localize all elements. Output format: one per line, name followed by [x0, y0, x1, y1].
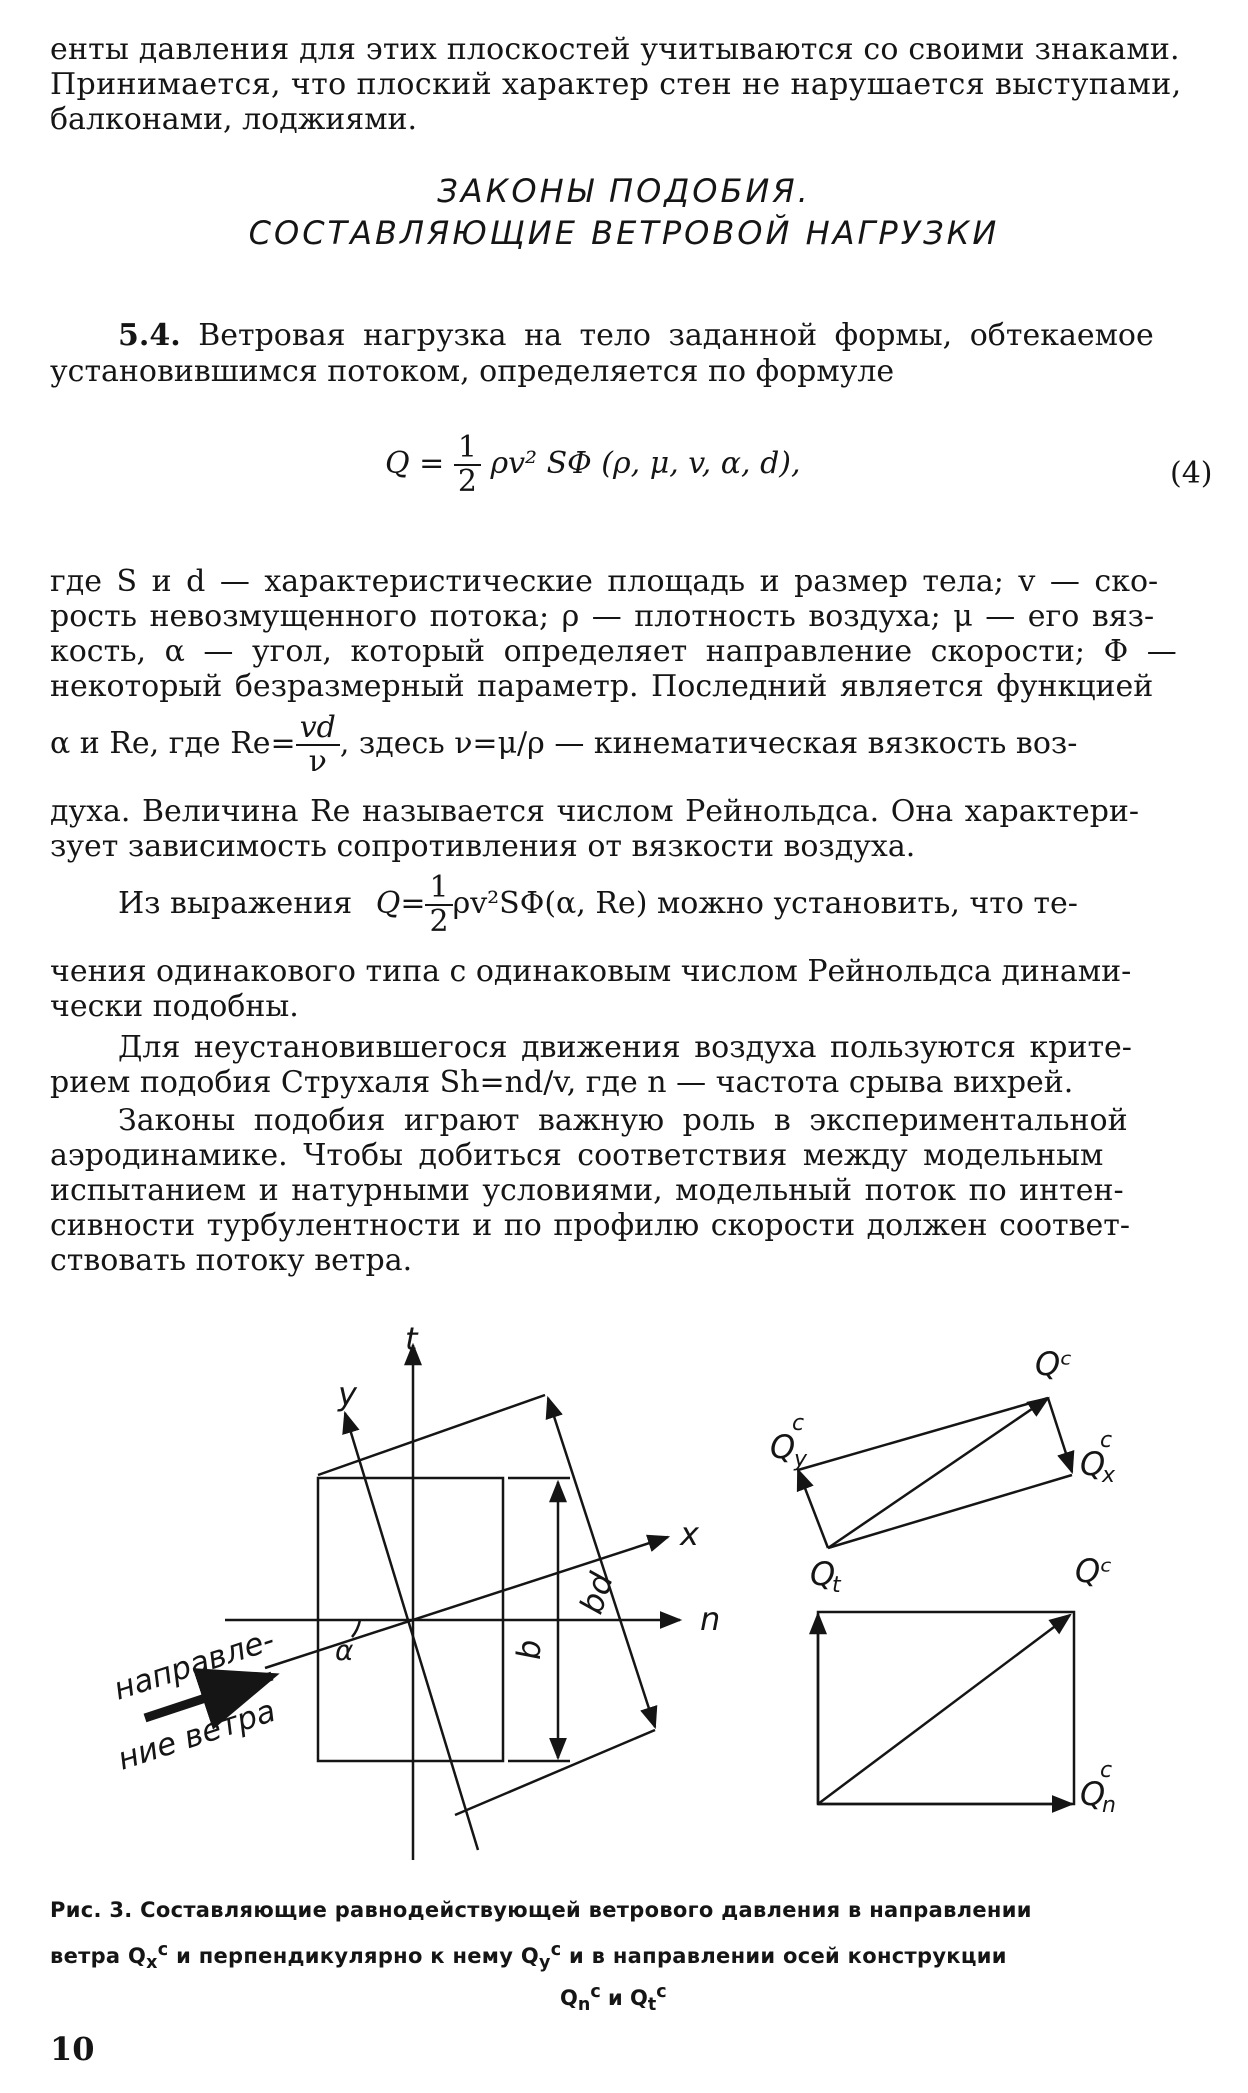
caption-qyc-sub: y	[539, 1953, 551, 1974]
intro-line-2: Принимается, что плоский характер стен не нарушается выступами,	[50, 67, 1182, 102]
section-5-4-line-1	[118, 318, 1154, 353]
similarity-line-5: ствовать потоку ветра.	[50, 1243, 413, 1278]
section-heading-line-1: ЗАКОНЫ ПОДОБИЯ.	[437, 172, 811, 210]
label-qyc: Q	[770, 1428, 796, 1466]
label-qyc-sup: c	[792, 1411, 805, 1436]
intro-line-3: балконами, лоджиями.	[50, 102, 418, 137]
label-qxc-sup: c	[1100, 1428, 1113, 1453]
similarity-line-1: Законы подобия играют важную роль в экспериментальной	[118, 1103, 1128, 1138]
re-prefix: α и Re, где Re=	[50, 726, 296, 761]
expression-line-1	[118, 872, 1078, 938]
section-5-4-line-2: установившимся потоком, определяется по формуле	[50, 354, 895, 389]
re-denominator: ν	[308, 744, 327, 779]
definitions-line-5	[50, 712, 1077, 778]
expression-numerator: 1	[425, 872, 452, 906]
bd-dimension-line	[548, 1398, 655, 1727]
definitions-line-4: некоторый безразмерный параметр. Последний является функцией	[50, 669, 1154, 704]
label-n: n	[700, 1600, 721, 1638]
expression-prefix: Из выражения	[118, 886, 353, 921]
formula-4-rhs: ρv² SΦ (ρ, μ, v, α, d),	[490, 446, 801, 481]
definitions-line-3: кость, α — угол, который определяет направление скорости; Φ —	[50, 634, 1177, 669]
wind-label-2: ние ветра	[113, 1692, 280, 1778]
label-qnc: Q	[1080, 1775, 1106, 1813]
re-numerator: vd	[296, 712, 340, 746]
caption-ref-qxc: ветра Q	[50, 1944, 147, 1968]
expression-rest: ρv²SΦ(α, Re) можно установить, что те-	[452, 886, 1078, 921]
label-bd: bd	[572, 1568, 621, 1619]
definitions-line-7: зует зависимость сопротивления от вязкости воздуха.	[50, 829, 916, 864]
label-qnc-sub: n	[1102, 1793, 1116, 1818]
qyc-vector	[798, 1470, 828, 1548]
qxc-vector	[1048, 1398, 1072, 1472]
caption-qxc-sup: c	[157, 1940, 169, 1960]
section-5-4-text: Ветровая нагрузка на тело заданной формы, обтекаемое	[198, 318, 1154, 353]
strouhal-line-1: Для неустановившегося движения воздуха пользуются крите-	[118, 1030, 1132, 1065]
page-number: 10	[50, 2030, 95, 2068]
expression-denominator: 2	[429, 904, 449, 939]
label-qt-sub: t	[832, 1573, 841, 1598]
label-qc-bottom: Qᶜ	[1075, 1552, 1113, 1590]
definitions-line-6: духа. Величина Re называется числом Рейнольдса. Она характери-	[50, 794, 1140, 829]
caption-qnc-sup: c	[590, 1982, 601, 2002]
similarity-line-2: аэродинамике. Чтобы добиться соответствия между модельным	[50, 1138, 1104, 1173]
label-qc-top: Qᶜ	[1035, 1345, 1073, 1383]
qc-bottom-vector	[818, 1615, 1070, 1804]
caption-line-1: Рис. 3. Составляющие равнодействующей ветрового давления в направлении	[50, 1898, 1032, 1922]
expression-line-3: чески подобны.	[50, 989, 299, 1024]
caption-qyc-sup: c	[550, 1940, 562, 1960]
formula-4-fraction	[454, 432, 481, 498]
definitions-line-1: где S и d — характеристические площадь и размер тела; v — ско-	[50, 564, 1159, 599]
label-qyc-sub: y	[794, 1447, 808, 1472]
re-fraction	[296, 712, 340, 778]
expression-q: Q=	[375, 886, 426, 921]
expression-fraction	[425, 872, 452, 938]
label-qnc-sup: c	[1100, 1758, 1113, 1783]
label-qxc-sub: x	[1102, 1463, 1116, 1488]
re-suffix: , здесь ν=μ/ρ — кинематическая вязкость воз-	[339, 726, 1078, 761]
rotated-bottom-edge	[455, 1730, 655, 1815]
caption-line-3	[560, 1982, 667, 2015]
caption-ref-qyc: и перпендикулярно к нему Q	[168, 1944, 540, 1968]
formula-4-lhs: Q =	[385, 446, 445, 481]
formula-4-numerator: 1	[454, 432, 481, 466]
expression-line-2: чения одинакового типа с одинаковым числом Рейнольдса динами-	[50, 954, 1132, 989]
caption-ref-qnc: Q	[560, 1986, 578, 2010]
caption-qnc-sub: n	[577, 1995, 591, 2016]
caption-tail: и в направлении осей конструкции	[561, 1944, 1007, 1968]
formula-4	[385, 432, 801, 498]
qc-top-vector	[828, 1398, 1048, 1548]
caption-qtc-sub: t	[647, 1995, 657, 2016]
label-qxc: Q	[1080, 1445, 1106, 1483]
caption-qtc-sup: c	[656, 1982, 667, 2002]
similarity-line-3: испытанием и натурными условиями, модельный поток по интен-	[50, 1173, 1124, 1208]
caption-line-2	[50, 1940, 1007, 1973]
figure-3	[0, 1290, 1248, 1870]
intro-line-1: енты давления для этих плоскостей учитываются со своими знаками.	[50, 32, 1180, 67]
label-b: b	[510, 1639, 548, 1660]
section-number: 5.4.	[118, 318, 181, 353]
label-y: y	[338, 1375, 357, 1413]
definitions-line-2: рость невозмущенного потока; ρ — плотность воздуха; μ — его вяз-	[50, 599, 1155, 634]
caption-qxc-sub: x	[146, 1953, 158, 1974]
formula-4-denominator: 2	[457, 464, 477, 499]
label-t: t	[405, 1320, 418, 1358]
wind-label-1: направле-	[109, 1621, 279, 1708]
label-alpha: α	[335, 1634, 354, 1667]
equation-number: (4)	[1170, 456, 1213, 491]
section-heading-line-2: СОСТАВЛЯЮЩИЕ ВЕТРОВОЙ НАГРУЗКИ	[248, 214, 1000, 252]
strouhal-line-2: рием подобия Струхаля Sh=nd/v, где n — частота срыва вихрей.	[50, 1065, 1074, 1100]
label-x: x	[680, 1515, 699, 1553]
label-qt: Q	[810, 1555, 836, 1593]
caption-ref-qtc: и Q	[600, 1986, 648, 2010]
similarity-line-4: сивности турбулентности и по профилю скорости должен соответ-	[50, 1208, 1130, 1243]
